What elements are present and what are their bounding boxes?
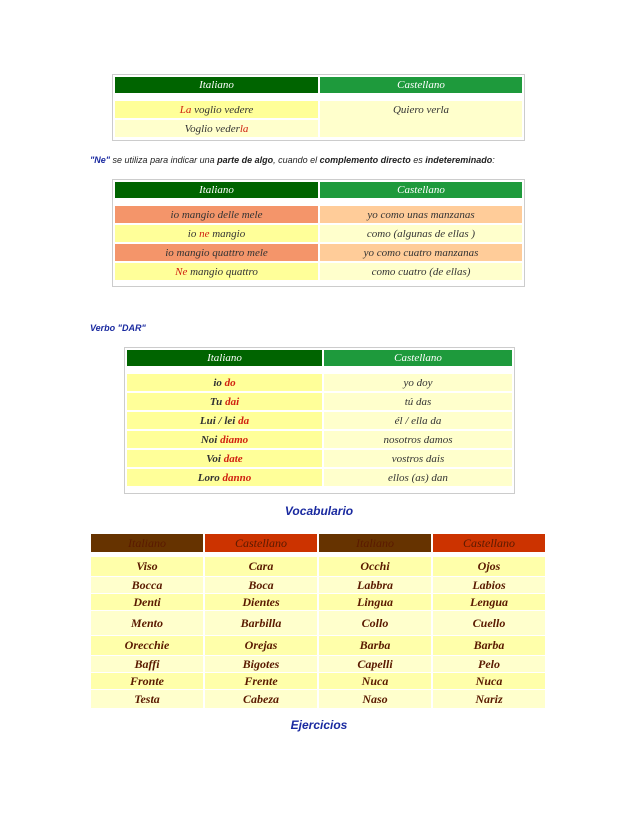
vocab-cell: Frente xyxy=(205,673,317,689)
vocab-cell: Cuello xyxy=(433,611,545,635)
it-cell: Ne mangio quattro xyxy=(115,263,318,280)
verbo-dar-label: Verbo "DAR" xyxy=(90,323,146,333)
vocab-cell: Orecchie xyxy=(91,636,203,655)
note-ne: "Ne" se utiliza para indicar una parte de algo, cuando el complemento directo es indetereminado: xyxy=(90,155,495,165)
es-cell: yo como unas manzanas xyxy=(320,206,522,223)
es-cell: nosotros damos xyxy=(324,431,512,448)
vocab-header-italiano: Italiano xyxy=(91,534,203,552)
vocabulario-title: Vocabulario xyxy=(284,504,354,518)
vocab-cell: Mento xyxy=(91,611,203,635)
vocab-cell: Labios xyxy=(433,577,545,593)
it-cell: Lui / lei da xyxy=(127,412,322,429)
vocab-header-italiano: Italiano xyxy=(319,534,431,552)
vocab-cell: Fronte xyxy=(91,673,203,689)
vocab-cell: Boca xyxy=(205,577,317,593)
it-cell: io mangio delle mele xyxy=(115,206,318,223)
es-cell: ellos (as) dan xyxy=(324,469,512,486)
vocab-cell: Occhi xyxy=(319,557,431,576)
vocab-cell: Testa xyxy=(91,690,203,708)
vocab-cell: Barba xyxy=(433,636,545,655)
es-cell: tú das xyxy=(324,393,512,410)
vocab-cell: Collo xyxy=(319,611,431,635)
table-verbo-dar xyxy=(124,347,515,494)
vocab-cell: Baffi xyxy=(91,656,203,672)
vocab-cell: Barbilla xyxy=(205,611,317,635)
es-cell: como cuatro (de ellas) xyxy=(320,263,522,280)
vocab-cell: Nuca xyxy=(319,673,431,689)
vocab-cell: Cara xyxy=(205,557,317,576)
header-castellano: Castellano xyxy=(324,350,512,366)
vocab-cell: Pelo xyxy=(433,656,545,672)
table-la-voglio xyxy=(112,74,525,141)
vocab-cell: Barba xyxy=(319,636,431,655)
es-cell: yo como cuatro manzanas xyxy=(320,244,522,261)
header-italiano: Italiano xyxy=(115,182,318,198)
vocab-cell: Viso xyxy=(91,557,203,576)
header-italiano: Italiano xyxy=(127,350,322,366)
vocab-cell: Labbra xyxy=(319,577,431,593)
vocab-table xyxy=(89,533,547,709)
vocab-cell: Lengua xyxy=(433,594,545,610)
vocab-cell: Nariz xyxy=(433,690,545,708)
vocab-cell: Orejas xyxy=(205,636,317,655)
it-cell: Tu dai xyxy=(127,393,322,410)
vocab-header-castellano: Castellano xyxy=(433,534,545,552)
it-cell: Voi date xyxy=(127,450,322,467)
vocab-cell: Nuca xyxy=(433,673,545,689)
es-cell: vostros dais xyxy=(324,450,512,467)
it-cell: Loro danno xyxy=(127,469,322,486)
it-cell: io mangio quattro mele xyxy=(115,244,318,261)
header-italiano: Italiano xyxy=(115,77,318,93)
es-cell: yo doy xyxy=(324,374,512,391)
header-castellano: Castellano xyxy=(320,182,522,198)
vocab-header-castellano: Castellano xyxy=(205,534,317,552)
it-row-2: Voglio vederla xyxy=(115,120,318,137)
header-castellano: Castellano xyxy=(320,77,522,93)
it-cell: io do xyxy=(127,374,322,391)
vocab-cell: Bigotes xyxy=(205,656,317,672)
vocab-cell: Cabeza xyxy=(205,690,317,708)
es-quiero-verla: Quiero verla xyxy=(320,101,522,137)
it-cell: io ne mangio xyxy=(115,225,318,242)
es-cell: como (algunas de ellas ) xyxy=(320,225,522,242)
it-cell: Noi diamo xyxy=(127,431,322,448)
vocab-cell: Naso xyxy=(319,690,431,708)
ejercicios-title: Ejercicios xyxy=(290,718,348,732)
vocab-cell: Denti xyxy=(91,594,203,610)
vocab-cell: Ojos xyxy=(433,557,545,576)
vocab-cell: Dientes xyxy=(205,594,317,610)
vocab-cell: Lingua xyxy=(319,594,431,610)
it-row-1: La voglio vedere xyxy=(115,101,318,118)
vocab-cell: Bocca xyxy=(91,577,203,593)
es-cell: él / ella da xyxy=(324,412,512,429)
table-ne xyxy=(112,179,525,287)
vocab-cell: Capelli xyxy=(319,656,431,672)
